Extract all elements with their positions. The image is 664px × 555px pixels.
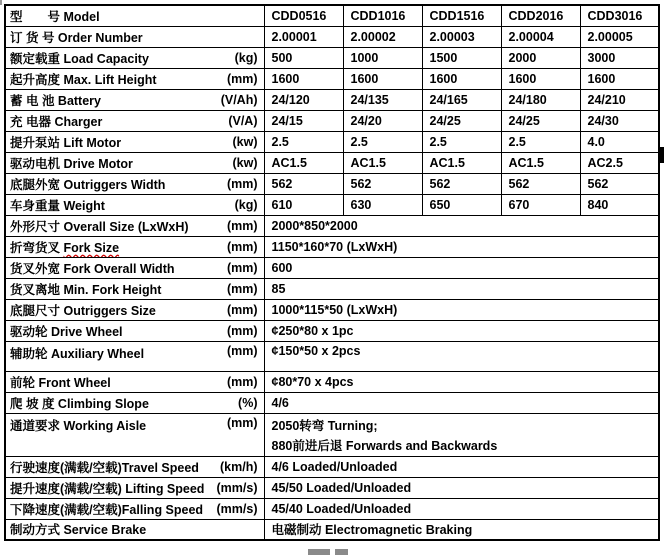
spec-unit: (V/A) [228,113,258,128]
spec-value: 2.00004 [501,26,580,47]
spec-label-cell [5,5,264,26]
spec-value: 24/25 [422,110,501,131]
spec-label-cell [5,320,264,341]
spec-label: 订 货 号 Order Number [10,30,143,45]
spec-label-cell [5,194,264,215]
spec-value: 24/135 [343,89,422,110]
spec-label-cell [5,371,264,392]
spec-label: 驱动电机 Drive Motor [10,156,133,171]
spec-label-cell [5,498,264,519]
table-row-outriggers-size [5,299,659,320]
table-row-drive-wheel [5,320,659,341]
table-row-overall-size [5,215,659,236]
table-row-load-capacity [5,47,659,68]
spec-label: 通道要求 Working Aisle [10,418,147,433]
spec-value: 562 [264,173,343,194]
table-row-working-aisle [5,413,659,456]
spec-unit: (mm) [226,176,258,191]
spec-value: 2.00005 [580,26,659,47]
spec-unit: (kw) [232,155,258,170]
spec-value: 4/6 [264,392,659,413]
spec-value: 1150*160*70 (LxWxH) [264,236,659,257]
spec-value: CDD1516 [422,5,501,26]
spec-value: 1600 [343,68,422,89]
spec-value: 650 [422,194,501,215]
spec-value: 85 [264,278,659,299]
spec-value: AC2.5 [580,152,659,173]
spec-label-cell [5,173,264,194]
spec-label: 提升泵站 Lift Motor [10,135,122,150]
table-row-climbing-slope [5,392,659,413]
spec-label-cell [5,215,264,236]
spec-unit: (mm) [226,218,258,233]
spec-label-cell [5,152,264,173]
spec-value: 500 [264,47,343,68]
spec-label: 驱动轮 Drive Wheel [10,324,123,339]
spec-value: 4.0 [580,131,659,152]
spec-value: 2.00002 [343,26,422,47]
table-row-outriggers-width [5,173,659,194]
spec-label-cell [5,47,264,68]
spec-value: 4/6 Loaded/Unloaded [264,456,659,477]
spec-unit: (mm) [226,323,258,338]
table-row-fork-size [5,236,659,257]
spec-label-cell [5,413,264,456]
specification-table [4,4,660,541]
spec-value: 1500 [422,47,501,68]
table-row-service-brake [5,519,659,540]
spec-value: 2000 [501,47,580,68]
spec-label-cell [5,236,264,257]
table-row-falling-speed [5,498,659,519]
spec-value: 24/210 [580,89,659,110]
table-handle-fragment [0,0,2,5]
spec-unit: (km/h) [220,459,258,474]
table-row-fork-overall-width [5,257,659,278]
spec-label: 车身重量 Weight [10,198,105,213]
spec-value: 2.00001 [264,26,343,47]
spec-label-cell [5,68,264,89]
spec-label: 底腿外宽 Outriggers Width [10,177,166,192]
spec-value [264,413,659,456]
spec-value: 24/20 [343,110,422,131]
table-row-weight [5,194,659,215]
spec-unit: (mm) [226,260,258,275]
spec-label: 蓄 电 池 Battery [10,93,101,108]
spec-value: 45/50 Loaded/Unloaded [264,477,659,498]
spec-value: ¢250*80 x 1pc [264,320,659,341]
spec-value: 2000*850*2000 [264,215,659,236]
table-row-auxiliary-wheel [5,341,659,371]
spec-value: 3000 [580,47,659,68]
spec-value: 24/165 [422,89,501,110]
spec-label: 爬 坡 度 Climbing Slope [10,396,149,411]
spec-value-line2: 880前进后退 Forwards and Backwards [271,438,498,453]
spec-unit: (mm) [226,343,258,358]
spec-value: 600 [264,257,659,278]
spec-label: 辅助轮 Auxiliary Wheel [10,346,145,361]
spec-value: ¢150*50 x 2pcs [264,341,659,371]
spec-label-cell [5,299,264,320]
spec-label: 行驶速度(满载/空载)Travel Speed [10,460,199,475]
spec-value: 24/120 [264,89,343,110]
spec-label: 提升速度(满载/空载) Lifting Speed [10,481,205,496]
spec-value: AC1.5 [422,152,501,173]
spec-unit: (mm) [226,374,258,389]
scrollbar-thumb-fragment[interactable] [335,549,348,555]
spec-label-cell [5,89,264,110]
spec-value-line1: 2050转弯 Turning; [271,418,378,433]
spec-unit: (V/Ah) [220,92,258,107]
spec-label: 外形尺寸 Overall Size (LxWxH) [10,219,189,234]
spec-label: 型 号 Model [10,9,100,24]
spec-label: 前轮 Front Wheel [10,375,111,390]
misspelled-word: Fork Size [63,240,120,255]
spec-label: 制动方式 Service Brake [10,523,147,538]
spec-value: 2.5 [422,131,501,152]
right-edge-mark [660,147,664,163]
scrollbar-thumb-fragment[interactable] [308,549,330,555]
spec-label-cell [5,257,264,278]
spec-value: 1000 [343,47,422,68]
spec-label-cell [5,477,264,498]
table-row-battery [5,89,659,110]
spec-value: 670 [501,194,580,215]
spec-value: 1600 [264,68,343,89]
table-row-lift-motor [5,131,659,152]
spec-value: CDD2016 [501,5,580,26]
spec-unit: (%) [238,395,258,410]
spec-value: 2.5 [343,131,422,152]
spec-label: 底腿尺寸 Outriggers Size [10,303,156,318]
spec-label: 折弯货叉 Fork Size [10,240,120,255]
spec-value: 630 [343,194,422,215]
spec-value: 610 [264,194,343,215]
spec-value: 562 [501,173,580,194]
spec-label: 起升高度 Max. Lift Height [10,72,157,87]
spec-label-cell [5,26,264,47]
spec-value: 24/180 [501,89,580,110]
table-row-model [5,5,659,26]
table-row-lift-height [5,68,659,89]
spec-value: CDD0516 [264,5,343,26]
table-row-front-wheel [5,371,659,392]
spec-value: 1600 [580,68,659,89]
spec-value: 2.00003 [422,26,501,47]
table-row-drive-motor [5,152,659,173]
spec-label: 货叉离地 Min. Fork Height [10,282,162,297]
spec-label-cell [5,519,264,540]
table-row-travel-speed [5,456,659,477]
table-row-min-fork-height [5,278,659,299]
spec-value: 2.5 [501,131,580,152]
spec-value: 电磁制动 Electromagnetic Braking [264,519,659,540]
spec-value: 562 [580,173,659,194]
spec-unit: (mm) [226,239,258,254]
spec-value: 1600 [422,68,501,89]
spec-value: 2.5 [264,131,343,152]
spec-value: 1600 [501,68,580,89]
spec-value: 562 [343,173,422,194]
spec-label-cell [5,456,264,477]
spec-label: 额定载重 Load Capacity [10,51,149,66]
spec-label-cell [5,110,264,131]
spec-value: 1000*115*50 (LxWxH) [264,299,659,320]
spec-label: 充 电器 Charger [10,114,103,129]
spec-unit: (kg) [234,197,258,212]
spec-value: ¢80*70 x 4pcs [264,371,659,392]
spec-unit: (mm/s) [216,501,258,516]
spec-label: 下降速度(满载/空载)Falling Speed [10,502,204,517]
table-row-lifting-speed [5,477,659,498]
spec-value: 24/15 [264,110,343,131]
spec-unit: (mm) [226,415,258,430]
spec-unit: (mm/s) [216,480,258,495]
spec-label-cell [5,392,264,413]
table-row-order-number [5,26,659,47]
spec-value: 24/30 [580,110,659,131]
spec-value: 24/25 [501,110,580,131]
spec-unit: (kw) [232,134,258,149]
spec-value: AC1.5 [343,152,422,173]
spec-value: AC1.5 [264,152,343,173]
spec-label-cell [5,278,264,299]
spec-label-cell [5,341,264,371]
spec-value: AC1.5 [501,152,580,173]
table-row-charger [5,110,659,131]
spec-unit: (kg) [234,50,258,65]
spec-value: CDD1016 [343,5,422,26]
spec-unit: (mm) [226,302,258,317]
spec-unit: (mm) [226,71,258,86]
spec-value: 840 [580,194,659,215]
spec-label: 货叉外宽 Fork Overall Width [10,261,175,276]
spec-value: 562 [422,173,501,194]
spec-value: 45/40 Loaded/Unloaded [264,498,659,519]
spec-unit: (mm) [226,281,258,296]
spec-label-cell [5,131,264,152]
spec-value: CDD3016 [580,5,659,26]
